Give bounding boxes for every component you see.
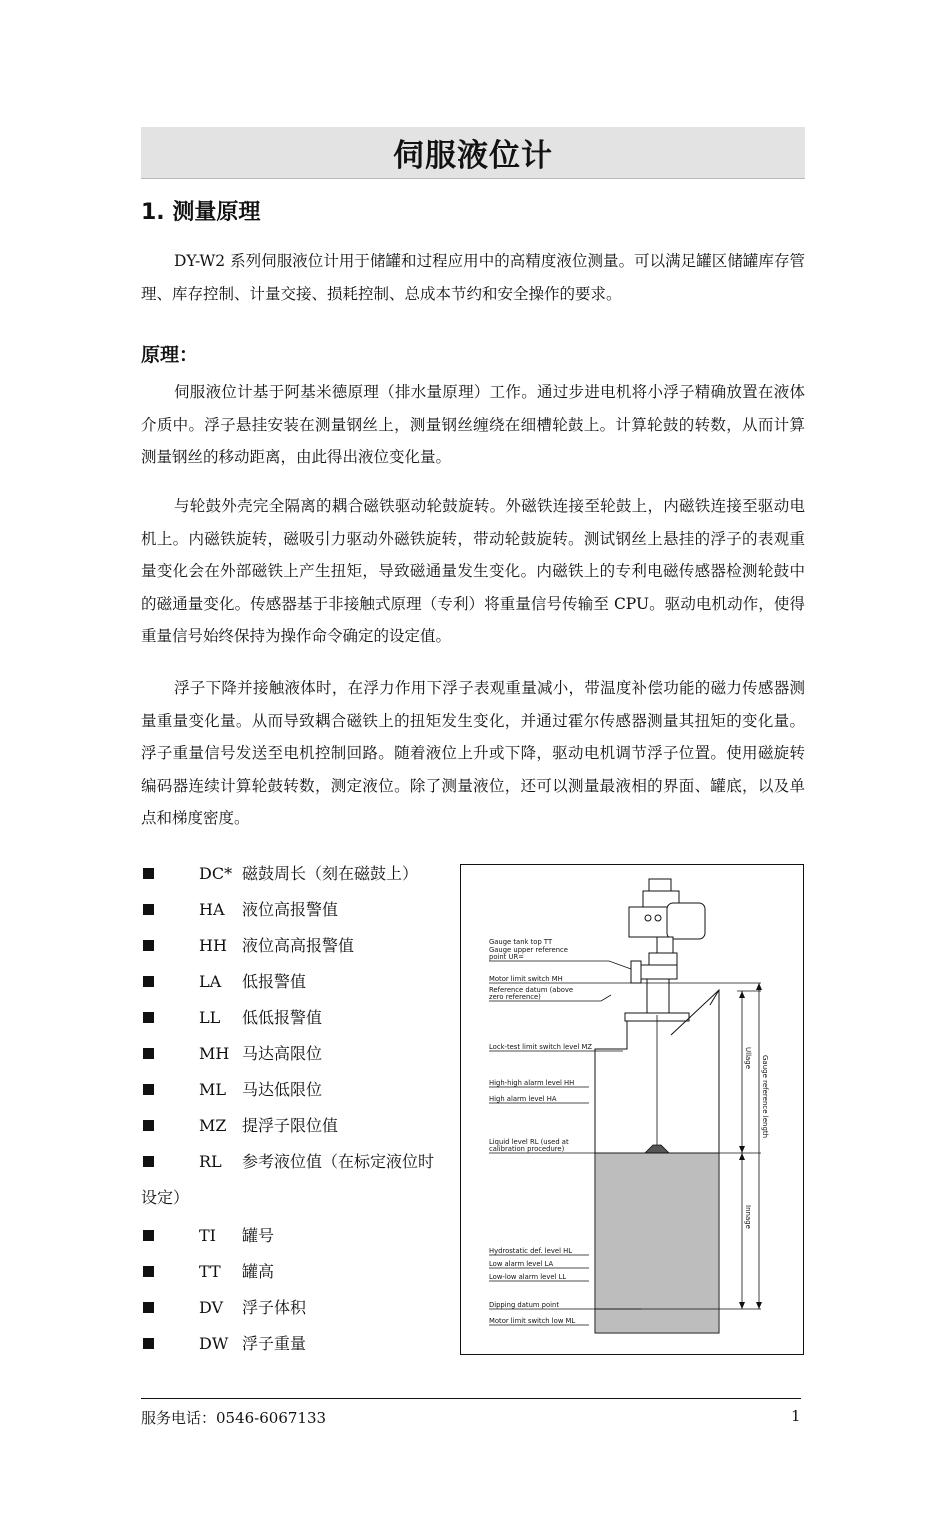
param-code: MH	[199, 1044, 230, 1063]
label-reference-datum-2: zero reference)	[489, 993, 541, 1001]
param-code: HH	[199, 936, 227, 955]
tank-diagram-svg	[461, 865, 805, 1356]
label-low-low: Low-low alarm level LL	[489, 1273, 567, 1281]
dimension-arrow-icon	[739, 983, 762, 1309]
list-item	[141, 1072, 451, 1108]
param-desc: 马达高限位	[242, 1044, 323, 1063]
list-item	[141, 928, 451, 964]
footer-divider	[141, 1398, 801, 1399]
label-liquid-level: Liquid level RL (used at	[489, 1138, 569, 1146]
square-bullet-icon	[143, 868, 154, 879]
intro-paragraph: DY-W2 系列伺服液位计用于储罐和过程应用中的高精度液位测量。可以满足罐区储罐库存管理、库存控制、计量交接、损耗控制、总成本节约和安全操作的要求。	[141, 252, 805, 303]
page-number: 1	[791, 1407, 801, 1425]
square-bullet-icon	[143, 1156, 154, 1167]
label-low-alarm: Low alarm level LA	[489, 1260, 554, 1268]
label-reference-datum: Reference datum (above	[489, 986, 574, 994]
principle-paragraph-2: 与轮鼓外壳完全隔离的耦合磁铁驱动轮鼓旋转。外磁铁连接至轮鼓上，内磁铁连接至驱动电机上。内磁铁旋转，磁吸引力驱动外磁铁旋转，带动轮鼓旋转。测试钢丝上悬挂的浮子的表观重量变化会在外部磁铁上产生扭矩，导致磁通量发生变化。内磁铁上的专利电磁传感器检测轮鼓中的磁通量变化。传感器基于非接触式原理（专利）将重量信号传输至 CPU。驱动电机动作，使得重量信号始终保持为操作命令确定的设定值。	[141, 497, 805, 645]
list-item	[141, 856, 451, 892]
label-tank-top-3: point UR=	[489, 953, 524, 961]
principle-heading: 原理：	[141, 344, 199, 366]
gauge-head-icon	[625, 879, 705, 1021]
param-desc: 罐号	[242, 1226, 275, 1245]
label-gauge-reference-length: Gauge reference length	[761, 1055, 769, 1139]
param-code: RL	[199, 1152, 222, 1171]
param-desc: 马达低限位	[242, 1080, 323, 1099]
param-code: TT	[199, 1262, 221, 1281]
list-item	[141, 892, 451, 928]
param-desc: 低报警值	[242, 972, 307, 991]
square-bullet-icon	[143, 976, 154, 987]
list-item	[141, 1108, 451, 1144]
param-code: MZ	[199, 1116, 227, 1135]
label-motor-mh: Motor limit switch MH	[489, 975, 563, 983]
param-desc: 参考液位值（在标定液位时	[242, 1152, 435, 1171]
param-code: DW	[199, 1334, 229, 1353]
param-desc: 提浮子限位值	[242, 1116, 339, 1135]
list-item	[141, 1218, 451, 1254]
param-code: TI	[199, 1226, 216, 1245]
principle-paragraph-1: 伺服液位计基于阿基米德原理（排水量原理）工作。通过步进电机将小浮子精确放置在液体介质中。浮子悬挂安装在测量钢丝上，测量钢丝缠绕在细槽轮鼓上。计算轮鼓的转数，从而计算测量钢丝的移动距离，由此得出液位变化量。	[141, 383, 805, 466]
label-hydrostatic: Hydrostatic def. level HL	[489, 1247, 573, 1255]
square-bullet-icon	[143, 1084, 154, 1095]
section-heading-measurement-principle: 1. 测量原理	[141, 200, 261, 225]
param-code: DV	[199, 1298, 224, 1317]
label-lock-test: Lock-test limit switch level MZ	[489, 1043, 592, 1051]
param-desc-continued: 设定）	[141, 1188, 190, 1207]
label-innage: Innage	[744, 1205, 752, 1229]
list-item	[141, 1254, 451, 1290]
param-desc: 罐高	[242, 1262, 275, 1281]
label-dipping-datum: Dipping datum point	[489, 1301, 559, 1309]
param-desc: 浮子体积	[242, 1298, 307, 1317]
label-tank-top-2: Gauge upper reference	[489, 946, 568, 954]
displacer-icon	[645, 1145, 669, 1153]
label-tank-top: Gauge tank top TT	[489, 938, 553, 946]
param-code: LA	[199, 972, 222, 991]
param-desc: 低低报警值	[242, 1008, 323, 1027]
param-code: HA	[199, 900, 225, 919]
label-liquid-level-2: calibration procedure)	[489, 1145, 565, 1153]
label-motor-ml: Motor limit switch low ML	[489, 1317, 576, 1325]
footer-service-phone: 服务电话：0546-6067133	[141, 1409, 327, 1427]
param-desc: 浮子重量	[242, 1334, 307, 1353]
square-bullet-icon	[143, 904, 154, 915]
servo-gauge-diagram	[460, 864, 804, 1355]
liquid-fill	[595, 1153, 719, 1333]
square-bullet-icon	[143, 940, 154, 951]
param-code: DC*	[199, 864, 233, 883]
param-code: LL	[199, 1008, 221, 1027]
square-bullet-icon	[143, 1048, 154, 1059]
square-bullet-icon	[143, 1120, 154, 1131]
square-bullet-icon	[143, 1230, 154, 1241]
square-bullet-icon	[143, 1302, 154, 1313]
list-item	[141, 1000, 451, 1036]
parameter-list	[141, 856, 451, 1362]
param-desc: 液位高报警值	[242, 900, 339, 919]
list-item	[141, 1290, 451, 1326]
square-bullet-icon	[143, 1266, 154, 1277]
param-desc: 液位高高报警值	[242, 936, 355, 955]
square-bullet-icon	[143, 1338, 154, 1349]
principle-paragraph-3: 浮子下降并接触液体时，在浮力作用下浮子表观重量减小，带温度补偿功能的磁力传感器测量重量变化量。从而导致耦合磁铁上的扭矩发生变化，并通过霍尔传感器测量其扭矩的变化量。浮子重量信号发送至电机控制回路。随着液位上升或下降，驱动电机调节浮子位置。使用磁旋转编码器连续计算轮鼓转数，测定液位。除了测量液位，还可以测量最液相的界面、罐底，以及单点和梯度密度。	[141, 679, 805, 827]
label-high-high: High-high alarm level HH	[489, 1079, 575, 1087]
page-title: 伺服液位计	[141, 127, 805, 179]
list-item	[141, 1144, 451, 1218]
list-item	[141, 1036, 451, 1072]
list-item	[141, 964, 451, 1000]
label-ullage: Ullage	[744, 1047, 752, 1070]
label-high-alarm: High alarm level HA	[489, 1095, 557, 1103]
list-item	[141, 1326, 451, 1362]
param-desc: 磁鼓周长（刻在磁鼓上）	[242, 864, 419, 883]
square-bullet-icon	[143, 1012, 154, 1023]
param-code: ML	[199, 1080, 227, 1099]
